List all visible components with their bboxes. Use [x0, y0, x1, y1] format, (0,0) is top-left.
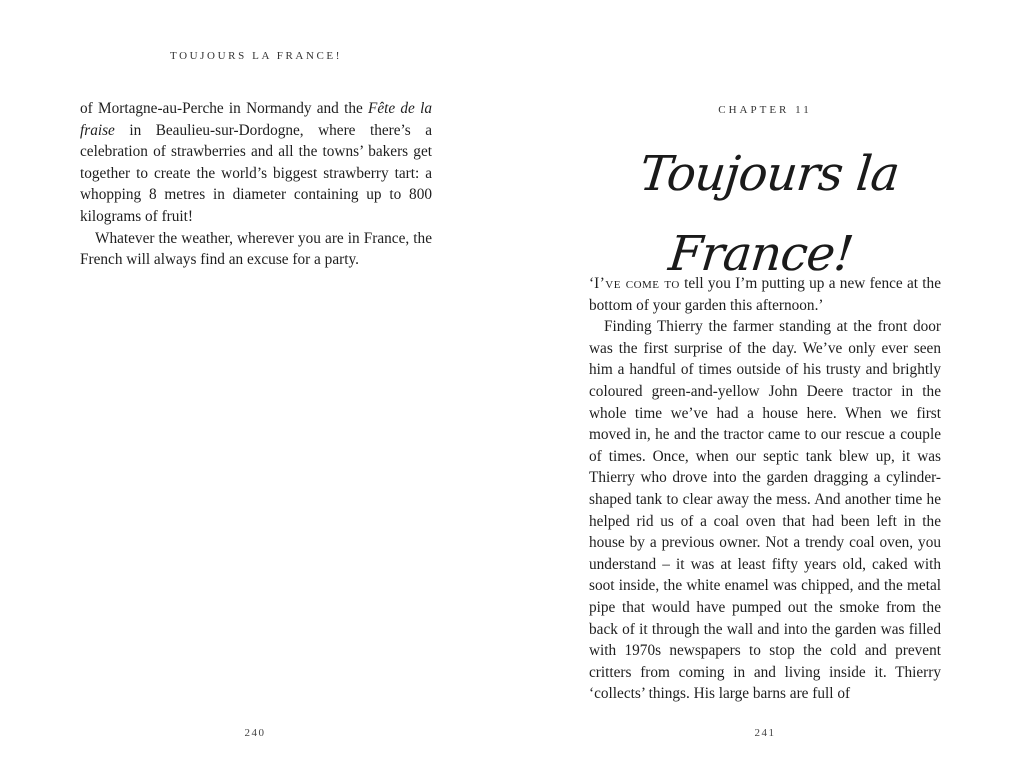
running-head: TOUJOURS LA FRANCE! — [169, 50, 343, 62]
right-body-text — [589, 273, 941, 705]
paragraph-text: in Beaulieu-sur-Dordogne, where there’s a celebration of strawberries and all the towns’ bakers get together to create the world’s biggest strawberry tart: a whopping 8 metres in diameter containing up to 800 kilograms of fruit! — [80, 121, 432, 225]
right-paragraph-2: Finding Thierry the farmer standing at the front door was the first surprise of the day. We’ve only ever seen him a handful of times outside of his trusty and brightly coloured green-and-yellow John Deere tractor in the whole time we’ve had a house here. When we first moved in, he and the tractor came to our rescue a couple of times. Once, when our septic tank blew up, it was Thierry who drove into the garden dragging a cylinder-shaped tank to clear away the mess. And another time he helped rid us of a coal oven that had been left in the house by a previous owner. Not a trendy coal oven, you understand – it was at least fifty years old, caked with soot inside, the white enamel was chipped, and the metal pipe that would have pumped out the smoke from the back of it through the wall and into the garden was filled with 1970s newspapers to stop the cold and prevent critters from coming in and living inside it. Thierry ‘collects’ things. His large barns are full of — [589, 318, 941, 703]
smallcaps-lead-in: I’ve come to — [594, 275, 680, 292]
right-page — [510, 0, 1020, 783]
italic-event-name: Fête de la fraise — [80, 100, 432, 139]
page-number-left: 240 — [244, 727, 266, 739]
paragraph-text: tell you I’m putting up a new fence at the bottom of your garden this afternoon.’ — [589, 275, 941, 314]
left-body-text — [80, 98, 432, 271]
right-paragraph-1 — [589, 273, 941, 316]
chapter-title: Toujours la France! — [636, 146, 902, 282]
left-paragraph-1 — [80, 98, 432, 228]
page-number-right: 241 — [754, 727, 776, 739]
left-paragraph-2: Whatever the weather, wherever you are in France, the French will always find an excuse for a party. — [80, 229, 432, 269]
paragraph-text: of Mortagne-au-Perche in Normandy and the — [80, 100, 368, 117]
chapter-label: CHAPTER 11 — [718, 104, 812, 116]
opening-quote: ‘ — [589, 275, 595, 292]
